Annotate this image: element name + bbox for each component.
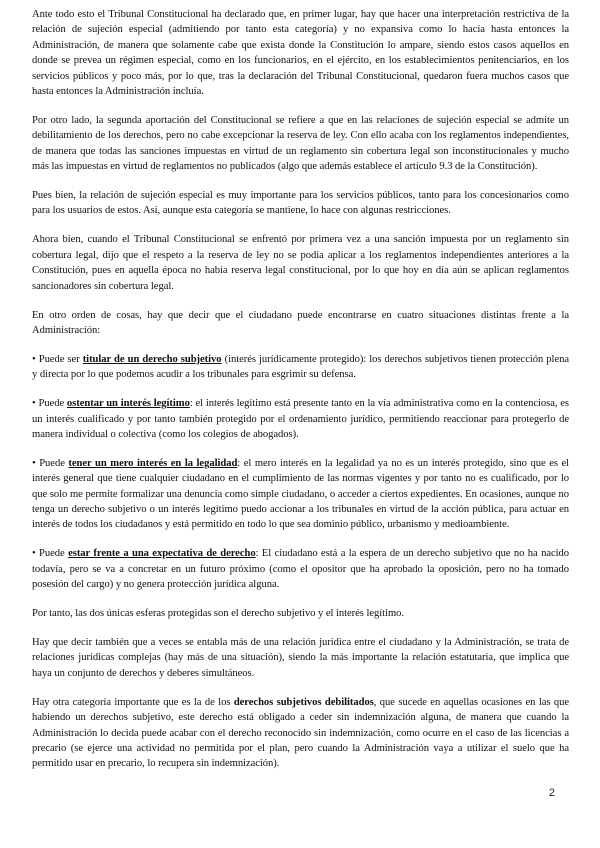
- bullet-interes-legitimo: [32, 396, 569, 442]
- bullet-lead: • Puede: [32, 398, 67, 410]
- bullet-term: tener un mero interés en la legalidad: [68, 457, 238, 469]
- bullet-text: : el mero interés en la legalidad ya no es un interés protegido, sino que es el interés general que tiene cualquier ciudadano en el cumplimiento de las normas vigentes y por tanto no es cualificado, por lo que solo me permite formalizar una denuncia como simple ciudadano, o acceder a ciertos expedientes. En ocasiones, aunque no tenga un derecho subjetivo o un interés legítimo puedo accionar a los tribunales en virtud de la acción pública, para actuar en interés de todos los ciudadanos y está permitido en todo lo que sea dominio público, urbanismo y medioambiente.: [32, 457, 570, 531]
- bullet-lead: • Puede: [32, 548, 69, 560]
- bullet-term: titular de un derecho subjetivo: [82, 353, 222, 365]
- paragraph-term: derechos subjetivos debilitados: [233, 696, 374, 708]
- paragraph-lead: Hay otra categoría importante que es la de los: [32, 696, 234, 708]
- bullet-text: : el interés legítimo está presente tanto en la vía administrativa como en la contenciosa, es un interés cualificado y por tanto también protegido por el ordenamiento jurídico, permitiendo reaccionar para protegerlo de manera individual o colectiva (como los colegios de abogados).: [32, 398, 569, 440]
- bullet-text: : El ciudadano está a la espera de un derecho subjetivo que no ha nacido todavía, pero se va a concretar en un futuro próximo (como el opositor que ha aprobado la oposición, pero no ha tomado posesión del cargo) y no genera protección jurídica alguna.: [32, 548, 570, 591]
- paragraph-tc-interpretation: Ante todo esto el Tribunal Constitucional ha declarado que, en primer lugar, hay que hacer una interpretación restrictiva de la relación de sujeción especial (admitiendo por tanto esta categoría) y no expansiva como lo hacía hasta entonces la Administración, de manera que solamente cabe que exista donde la Constitución lo ampare, siendo estos casos aquellos en donde se prevea un régimen especial, como en los funcionarios, en el ejército, en los establecimientos penitenciarios, en los servicios públicos y poco más, por lo que, tras la declaración del Tribunal Constitucional, quedaron fuera muchos casos que hasta entonces la Administración incluía.: [32, 9, 569, 98]
- bullet-term: ostentar un interés legítimo: [66, 398, 190, 410]
- paragraph-reglamentos-anteriores: Ahora bien, cuando el Tribunal Constitucional se enfrentó por primera vez a una sanción impuesta por un reglamento sin cobertura legal, dijo que el respeto a la reserva de ley no se podía aplicar a los reglamentos independientes anteriores a la Constitución, pues en aquella época no había reserva legal constitucional, por lo que hoy en día aún se aplican reglamentos sancionadores sin cobertura legal.: [32, 234, 569, 292]
- bullet-derecho-subjetivo: [32, 352, 569, 383]
- bullet-text: (interés jurídicamente protegido): los derechos subjetivos tienen protección plena y directa por lo que podemos acudir a los tribunales para esgrimir su defensa.: [32, 353, 569, 381]
- paragraph-esferas-protegidas: Por tanto, las dos únicas esferas protegidas son el derecho subjetivo y el interés legítimo.: [32, 608, 404, 620]
- page-number: 2: [548, 787, 555, 799]
- paragraph-servicios-publicos: Pues bien, la relación de sujeción especial es muy importante para los servicios públicos, tanto para los concesionarios como para los usuarios de estos. Así, aunque esta categoría se mantiene, lo hace con algunas restricciones.: [32, 190, 569, 217]
- paragraph-cuatro-situaciones: En otro orden de cosas, hay que decir que el ciudadano puede encontrarse en cuatro situaciones distintas frente a la Administración:: [32, 309, 569, 336]
- bullet-lead: • Puede: [32, 457, 69, 469]
- paragraph-text: , que sucede en aquellas ocasiones en las que habiendo un derechos subjetivo, este derecho está obligado a ceder sin indemnización alguna, de manera que cuando la Administración lo decida puede acabar con el derecho reconocido sin indemnización, como ocurre en el caso de las licencias a precario (se ejerce una actividad no permitida por el plan, pero cuando la Administración vaya a utilizar el suelo que ha permitido usar en precario, lo recupera sin indemnización).: [32, 696, 569, 770]
- paragraph-reserva-de-ley: Por otro lado, la segunda aportación del Constitucional se refiere a que en las relaciones de sujeción especial se admite un debilitamiento de los derechos, pero no cabe excepcionar la reserva de ley. Con ello acaba con los reglamentos independientes, de manera que todas las sanciones impuestas en virtud de un reglamento sin cobertura legal son inconstitucionales y mucho más las impuestas en virtud de reglamentos no publicados (algo que además establece el artículo 9.3 de la Constitución).: [32, 114, 569, 173]
- bullet-mero-interes: [32, 456, 569, 533]
- bullet-lead: • Puede ser: [32, 353, 83, 365]
- bullet-expectativa-derecho: [32, 546, 569, 592]
- bullet-term: estar frente a una expectativa de derecho: [68, 548, 256, 560]
- paragraph-relaciones-complejas: Hay que decir también que a veces se entabla más de una relación jurídica entre el ciudadano y la Administración, se trata de relaciones jurídicas complejas (hay más de una situación), siendo la más importante la relación estatutaria, que implica que haya un conjunto de derechos y deberes simultáneos.: [32, 637, 569, 679]
- paragraph-derechos-debilitados: [32, 695, 569, 772]
